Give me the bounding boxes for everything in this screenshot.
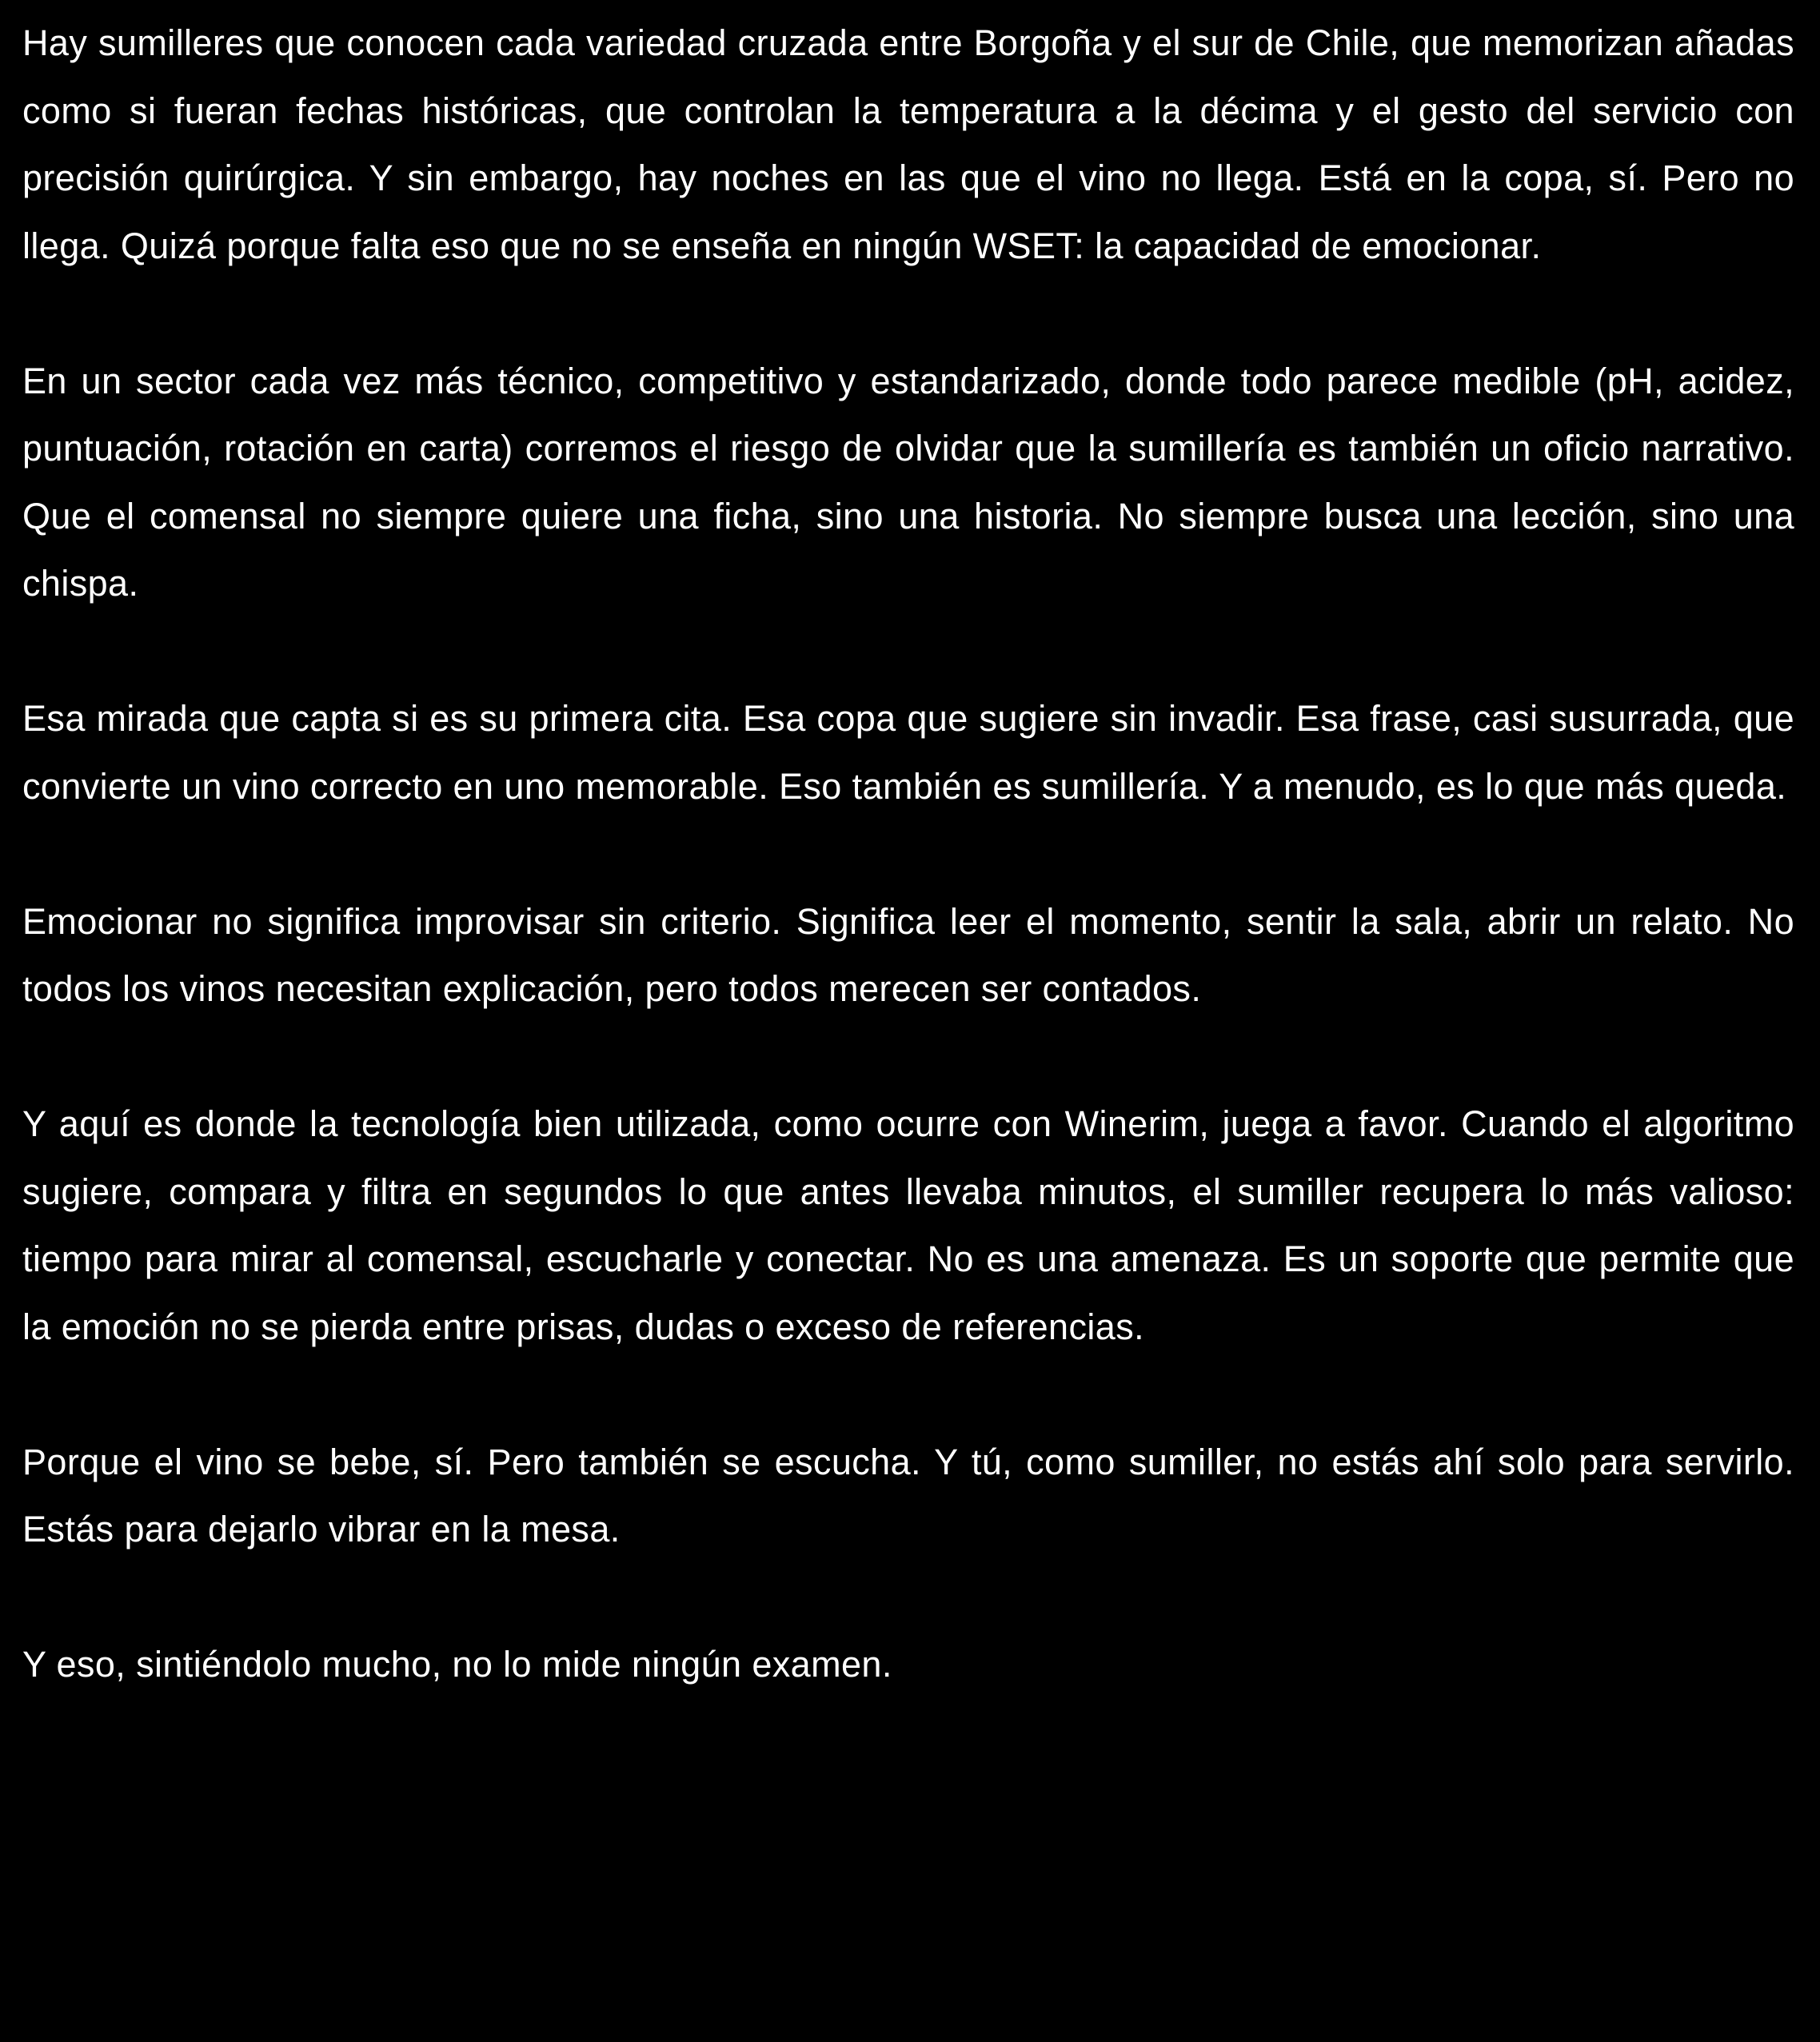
paragraph-3: Esa mirada que capta si es su primera cita. Esa copa que sugiere sin invadir. Esa frase, casi susurrada, que convierte un vino correcto en uno memorable. Eso también es sumillería. Y a menudo, es lo que más queda. <box>22 698 1794 807</box>
paragraph-7: Y eso, sintiéndolo mucho, no lo mide ningún examen. <box>22 1644 892 1685</box>
paragraph-2: En un sector cada vez más técnico, competitivo y estandarizado, donde todo parece medible (pH, acidez, puntuación, rotación en carta) corremos el riesgo de olvidar que la sumillería es también un oficio narrativo. Que el comensal no siempre quiere una ficha, sino una historia. No siempre busca una lección, sino una chispa. <box>22 360 1794 604</box>
paragraph-1: Hay sumilleres que conocen cada variedad cruzada entre Borgoña y el sur de Chile, que memorizan añadas como si fueran fechas históricas, que controlan la temperatura a la décima y el gesto del servicio con precisión quirúrgica. Y sin embargo, hay noches en las que el vino no llega. Está en la copa, sí. Pero no llega. Quizá porque falta eso que no se enseña en ningún WSET: la capacidad de emocionar. <box>22 22 1794 266</box>
paragraph-5: Y aquí es donde la tecnología bien utilizada, como ocurre con Winerim, juega a favor. Cuando el algoritmo sugiere, compara y filtra en segundos lo que antes llevaba minutos, el sumiller recupera lo más valioso: tiempo para mirar al comensal, escucharle y conectar. No es una amenaza. Es un soporte que permite que la emoción no se pierda entre prisas, dudas o exceso de referencias. <box>22 1103 1794 1347</box>
article-body <box>22 10 1794 1699</box>
paragraph-4: Emocionar no significa improvisar sin criterio. Significa leer el momento, sentir la sala, abrir un relato. No todos los vinos necesitan explicación, pero todos merecen ser contados. <box>22 900 1794 1009</box>
paragraph-6: Porque el vino se bebe, sí. Pero también se escucha. Y tú, como sumiller, no estás ahí solo para servirlo. Estás para dejarlo vibrar en la mesa. <box>22 1441 1794 1549</box>
